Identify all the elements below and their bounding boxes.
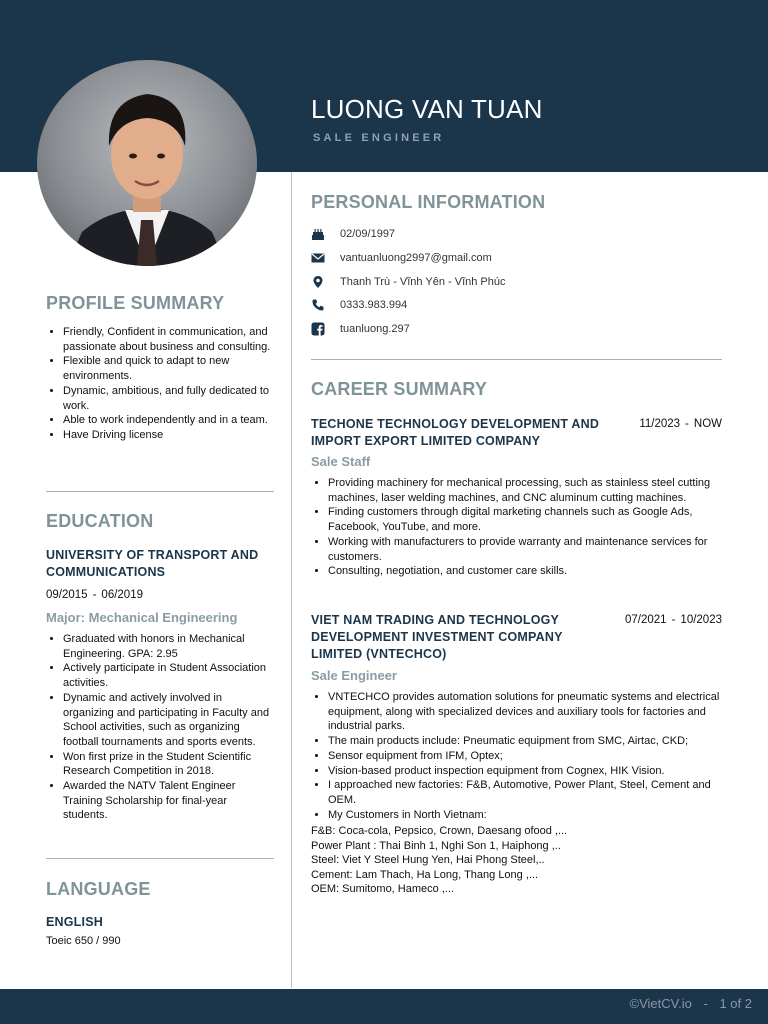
list-item: • Finding customers through digital marketing channels such as Google Ads, Facebook, YouTube, and more. <box>328 505 723 534</box>
list-item: • Dynamic, ambitious, and fully dedicated to work. <box>63 384 274 413</box>
footer-brand: ©VietCV.io <box>629 996 692 1011</box>
language-name: ENGLISH <box>46 915 103 929</box>
map-pin-icon <box>311 275 325 289</box>
education-dates <box>46 589 143 601</box>
end-date: 06/2019 <box>101 589 143 601</box>
start-date: 07/2021 <box>625 614 667 626</box>
facebook-icon <box>311 322 325 336</box>
personal-info-heading: PERSONAL INFORMATION <box>311 192 546 212</box>
list-item: • Friendly, Confident in communication, and passionate about business and consulting. <box>63 325 274 354</box>
date-separator: - <box>685 418 689 430</box>
list-item: • Flexible and quick to adapt to new environments. <box>63 354 274 383</box>
job-dates <box>639 418 722 430</box>
list-item: • Won first prize in the Student Scientific Research Competition in 2018. <box>63 750 274 779</box>
end-date: NOW <box>693 418 722 430</box>
customer-line: Power Plant : Thai Binh 1, Nghi Son 1, Haiphong ,.. <box>311 839 561 852</box>
list-item: • Consulting, negotiation, and customer care skills. <box>328 564 723 579</box>
customer-list <box>311 824 723 897</box>
customer-line: OEM: Sumitomo, Hameco ,... <box>311 883 455 895</box>
email-link[interactable]: vantuanluong2997@gmail.com <box>340 252 492 264</box>
list-item: • Have Driving license <box>63 428 274 443</box>
list-item: • The main products include: Pneumatic equipment from SMC, Airtac, CKD; <box>328 734 724 749</box>
list-item: • Dynamic and actively involved in organizing and participating in Faculty and School activities, such as organizing football tournaments and sports events. <box>63 691 274 750</box>
customer-line: Steel: Viet Y Steel Hung Yen, Hai Phong Steel,.. <box>311 854 545 866</box>
job-dates <box>625 614 722 626</box>
list-item: • Vision-based product inspection equipment from Cognex, HIK Vision. <box>328 764 724 779</box>
language-score: Toeic 650 / 990 <box>46 935 121 947</box>
footer-separator: - <box>703 996 708 1011</box>
profile-summary-heading: PROFILE SUMMARY <box>46 293 225 313</box>
column-divider <box>291 172 292 988</box>
divider <box>46 858 274 859</box>
page-number: 1 of 2 <box>719 996 752 1011</box>
email-row <box>311 251 492 265</box>
list-item: • Working with manufacturers to provide warranty and maintenance services for customers. <box>328 535 723 564</box>
career-summary-heading: CAREER SUMMARY <box>311 379 488 399</box>
language-heading: LANGUAGE <box>46 879 151 899</box>
list-item: • Sensor equipment from IFM, Optex; <box>328 749 724 764</box>
job-role: Sale Staff <box>311 454 371 469</box>
phone-row <box>311 298 407 312</box>
customer-line: F&B: Coca-cola, Pepsico, Crown, Daesang ofood ,... <box>311 825 568 837</box>
list-item: • VNTECHCO provides automation solutions for pneumatic systems and electrical equipment, along with specialized devices and auxiliary tools for factories and industrial parks. <box>328 690 724 734</box>
customer-line: Cement: Lam Thach, Ha Long, Thang Long ,... <box>311 868 539 881</box>
list-item: • Awarded the NATV Talent Engineer Training Scholarship for final-year students. <box>63 779 274 823</box>
job-role: Sale Engineer <box>311 668 397 683</box>
address-value: Thanh Trù - Vĩnh Yên - Vĩnh Phúc <box>340 276 506 288</box>
education-heading: EDUCATION <box>46 511 154 531</box>
company-name: TECHONE TECHNOLOGY DEVELOPMENT AND IMPORT EXPORT LIMITED COMPANY <box>311 417 600 448</box>
education-list <box>46 632 274 823</box>
start-date: 09/2015 <box>46 589 88 601</box>
candidate-title: SALE ENGINEER <box>313 132 445 144</box>
candidate-name: LUONG VAN TUAN <box>311 94 543 124</box>
profile-summary-list <box>46 325 274 443</box>
date-separator: - <box>671 614 676 626</box>
list-item: • Actively participate in Student Association activities. <box>63 661 274 690</box>
job-duties-list <box>311 690 724 822</box>
footer-credit <box>630 996 752 1011</box>
school-name: UNIVERSITY OF TRANSPORT AND COMMUNICATIONS <box>46 548 259 579</box>
list-item: • I approached new factories: F&B, Automotive, Power Plant, Steel, Cement and OEM. <box>328 778 724 807</box>
list-item: • My Customers in North Vietnam: <box>328 808 724 823</box>
list-item: • Graduated with honors in Mechanical Engineering. GPA: 2.95 <box>63 632 274 661</box>
start-date: 11/2023 <box>639 418 681 430</box>
address-row <box>311 275 506 289</box>
major: Major: Mechanical Engineering <box>46 610 238 625</box>
divider <box>46 491 274 492</box>
facebook-row <box>311 322 410 336</box>
end-date: 10/2023 <box>680 614 722 626</box>
job-duties-list <box>311 476 723 579</box>
birthday-value: 02/09/1997 <box>340 228 396 240</box>
list-item: • Able to work independently and in a team. <box>63 413 274 428</box>
birthday-row <box>311 227 395 241</box>
phone-icon <box>311 298 325 312</box>
date-separator: - <box>92 589 97 601</box>
list-item: • Providing machinery for mechanical processing, such as stainless steel cutting machines, laser welding machines, and CNC aluminum cutting machines. <box>328 476 723 505</box>
divider <box>311 359 722 360</box>
phone-value: 0333.983.994 <box>340 299 408 311</box>
birthday-cake-icon <box>311 227 325 241</box>
company-name: VIET NAM TRADING AND TECHNOLOGY DEVELOPMENT INVESTMENT COMPANY LIMITED (VNTECHCO) <box>311 613 563 661</box>
facebook-link[interactable]: tuanluong.297 <box>340 323 410 335</box>
profile-photo <box>37 60 257 266</box>
envelope-icon <box>311 251 325 265</box>
